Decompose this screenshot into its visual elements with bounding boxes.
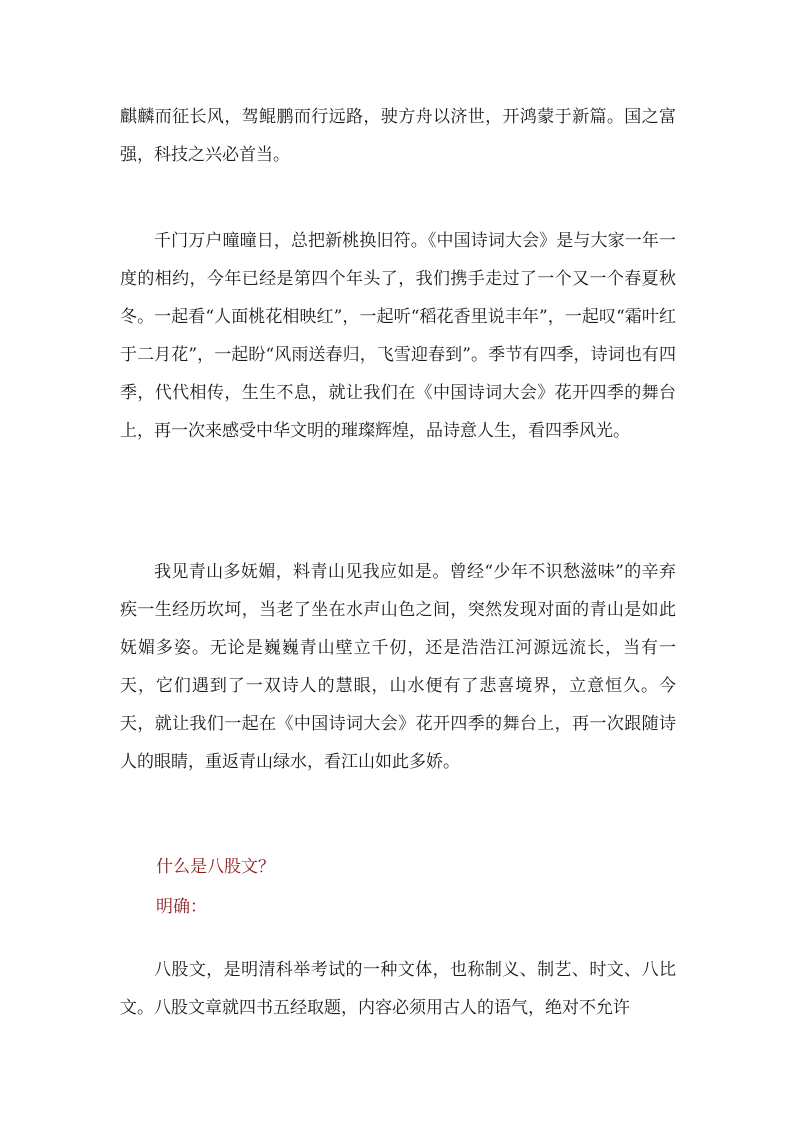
paragraph-continuation: 麒麟而征长风，驾鲲鹏而行远路，驶方舟以济世，开鸿蒙于新篇。国之富强，科技之兴必首当。 xyxy=(120,107,676,165)
question-heading: 什么是八股文？ xyxy=(156,857,275,877)
paragraph-poetry-conference: 千门万户曈曈日，总把新桃换旧符。《中国诗词大会》是与大家一年一度的相约，今年已经是第四个年头了，我们携手走过了一个又一个春夏秋冬。一起看“人面桃花相映红”，一起听“稻花香里说丰年”，一起叹“霜叶红于二月花”，一起盼“风雨送春归，飞雪迎春到”。季节有四季，诗词也有四季，代代相传，生生不息，就让我们在《中国诗词大会》花开四季的舞台上，再一次来感受中华文明的璀璨辉煌，品诗意人生，看四季风光。 xyxy=(120,231,676,441)
paragraph-green-mountains: 我见青山多妩媚，料青山见我应如是。曾经“少年不识愁滋味”的辛弃疾一生经历坎坷，当老了坐在水声山色之间，突然发现对面的青山是如此妩媚多姿。无论是巍巍青山壁立千仞，还是浩浩江河源远流长，当有一天，它们遇到了一双诗人的慧眼，山水便有了悲喜境界，立意恒久。今天，就让我们一起在《中国诗词大会》花开四季的舞台上，再一次跟随诗人的眼睛，重返青山绿水，看江山如此多娇。 xyxy=(120,562,676,772)
answer-paragraph: 八股文，是明清科举考试的一种文体，也称制义、制艺、时文、八比文。八股文章就四书五经取题，内容必须用古人的语气，绝对不允许 xyxy=(120,960,676,1018)
answer-label: 明确： xyxy=(156,897,207,917)
